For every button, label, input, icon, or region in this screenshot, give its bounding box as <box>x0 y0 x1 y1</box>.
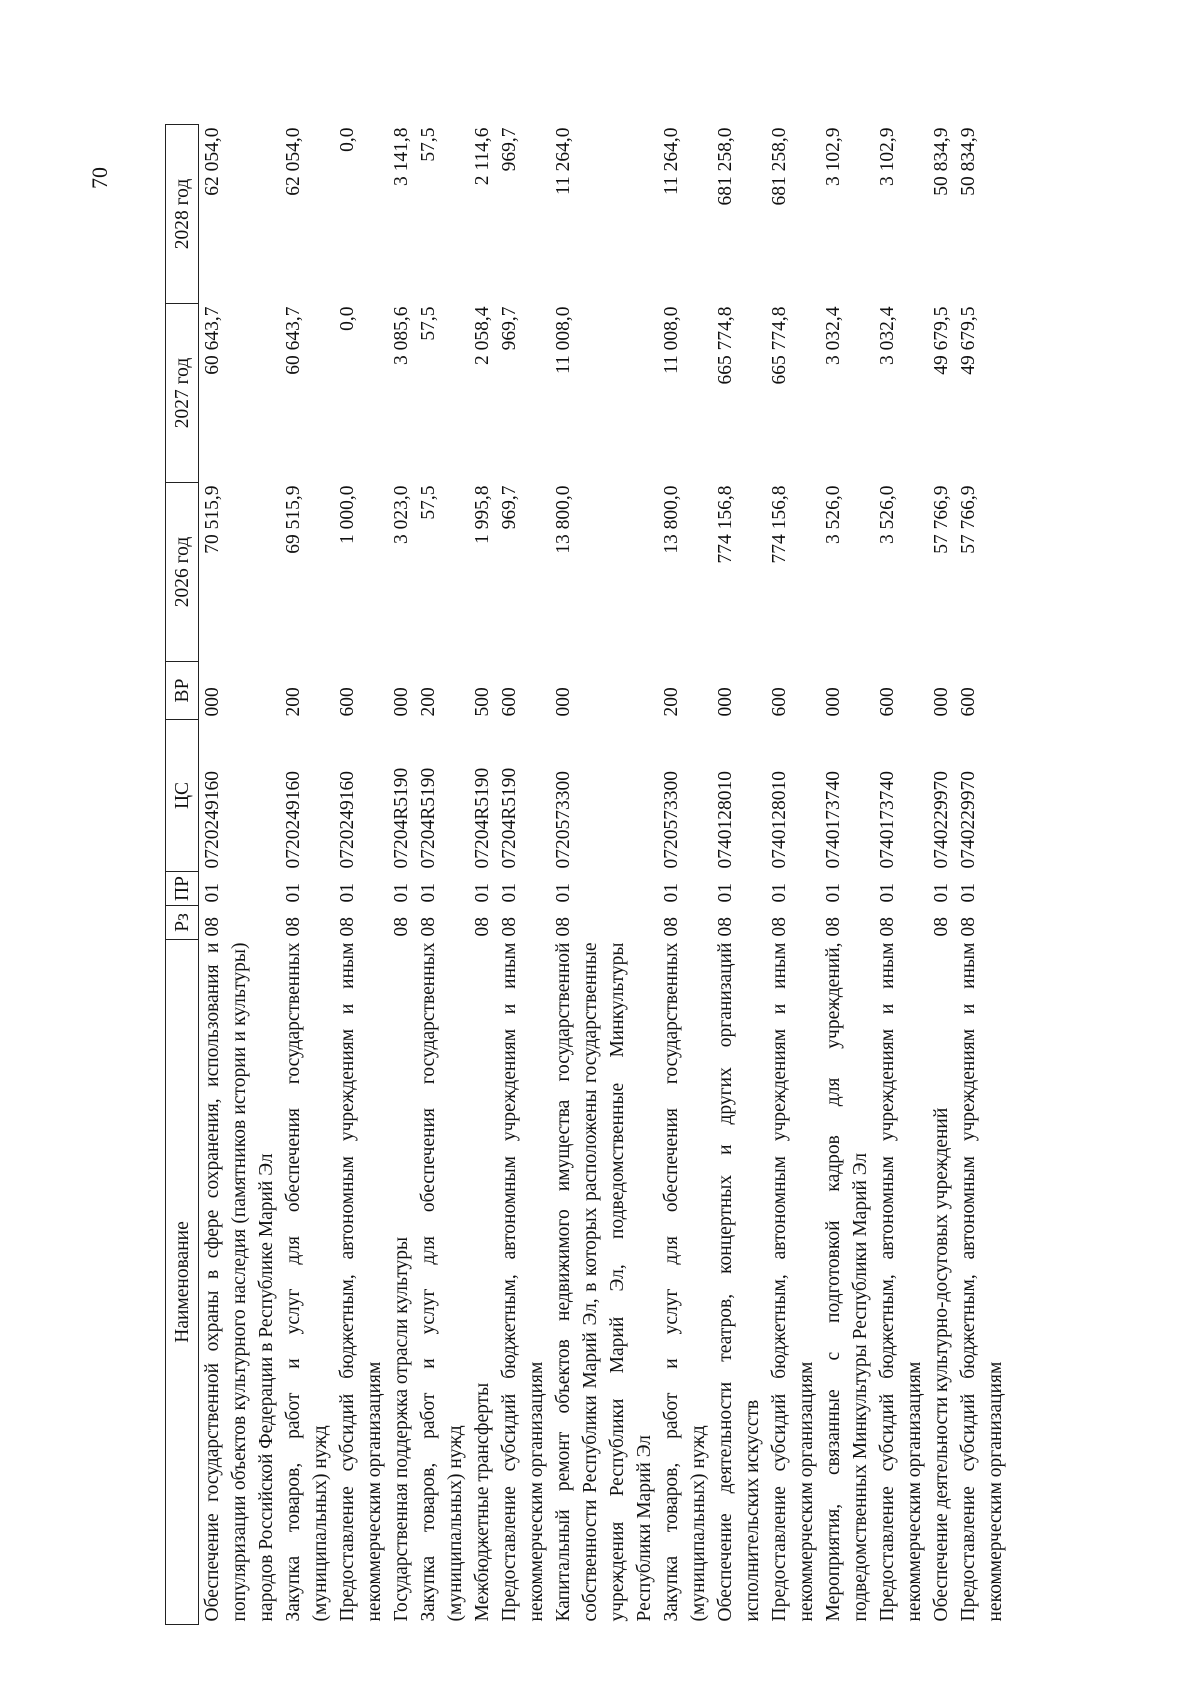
row-rz: 08 <box>823 917 844 937</box>
row-2027: 3 032,4 <box>823 306 844 365</box>
row-2028: 62 054,0 <box>283 127 304 196</box>
row-pr: 01 <box>202 883 223 903</box>
table-body <box>199 125 1010 1625</box>
table-row <box>955 125 1009 1625</box>
row-name: Предоставление субсидий бюджетным, автономным учреждениям и иным некоммерческим организациям <box>769 942 817 1622</box>
row-name: Предоставление субсидий бюджетным, автономным учреждениям и иным некоммерческим организациям <box>499 942 547 1622</box>
row-cs: 0720573300 <box>661 771 682 869</box>
table-row <box>712 125 766 1625</box>
row-pr: 01 <box>769 883 790 903</box>
row-2028: 50 834,9 <box>958 127 979 196</box>
row-cs: 0720249160 <box>202 771 223 869</box>
row-2028: 3 102,9 <box>823 127 844 186</box>
row-rz: 08 <box>472 917 493 937</box>
table-row <box>874 125 928 1625</box>
row-name: Предоставление субсидий бюджетным, автономным учреждениям и иным некоммерческим организациям <box>958 942 1006 1622</box>
row-2026: 3 526,0 <box>823 485 844 544</box>
row-2026: 1 000,0 <box>337 485 358 544</box>
row-2028: 57,5 <box>418 127 439 162</box>
row-2027: 0,0 <box>337 306 358 331</box>
table-row <box>550 125 658 1625</box>
row-vr: 200 <box>418 687 439 717</box>
row-vr: 000 <box>823 687 844 717</box>
row-rz: 08 <box>877 917 898 937</box>
row-2028: 3 102,9 <box>877 127 898 186</box>
row-pr: 01 <box>472 883 493 903</box>
row-2026: 774 156,8 <box>715 485 736 564</box>
row-name: Обеспечение деятельности культурно-досуговых учреждений <box>931 1107 952 1622</box>
row-name: Закупка товаров, работ и услуг для обеспечения государственных (муниципальных) нужд <box>418 942 466 1622</box>
row-cs: 0740229970 <box>958 771 979 869</box>
table-row <box>280 125 334 1625</box>
row-2026: 57,5 <box>418 485 439 520</box>
table-row <box>388 125 415 1625</box>
row-2028: 0,0 <box>337 127 358 152</box>
row-name: Закупка товаров, работ и услуг для обеспечения государственных (муниципальных) нужд <box>283 942 331 1622</box>
row-vr: 000 <box>715 687 736 717</box>
row-vr: 000 <box>931 687 952 717</box>
row-name: Закупка товаров, работ и услуг для обеспечения государственных (муниципальных) нужд <box>661 942 709 1622</box>
row-2026: 3 023,0 <box>391 485 412 544</box>
row-vr: 000 <box>202 687 223 717</box>
header-rz: Рз <box>166 906 199 940</box>
row-vr: 500 <box>472 687 493 717</box>
row-2026: 13 800,0 <box>661 485 682 554</box>
row-pr: 01 <box>958 883 979 903</box>
row-rz: 08 <box>283 917 304 937</box>
row-2028: 2 114,6 <box>472 127 493 186</box>
row-2028: 11 264,0 <box>661 127 682 196</box>
row-name: Предоставление субсидий бюджетным, автономным учреждениям и иным некоммерческим организациям <box>877 942 925 1622</box>
table-row <box>820 125 874 1625</box>
header-name: Наименование <box>166 940 199 1625</box>
row-2027: 57,5 <box>418 306 439 341</box>
row-name: Обеспечение деятельности театров, концертных и других организаций исполнительских искусств <box>715 942 763 1622</box>
row-vr: 600 <box>499 687 520 717</box>
row-vr: 200 <box>283 687 304 717</box>
row-pr: 01 <box>499 883 520 903</box>
row-2027: 2 058,4 <box>472 306 493 365</box>
row-2028: 11 264,0 <box>553 127 574 196</box>
row-cs: 0720573300 <box>553 771 574 869</box>
row-pr: 01 <box>715 883 736 903</box>
row-pr: 01 <box>391 883 412 903</box>
row-2028: 969,7 <box>499 127 520 172</box>
row-2026: 3 526,0 <box>877 485 898 544</box>
row-2028: 3 141,8 <box>391 127 412 186</box>
row-rz: 08 <box>661 917 682 937</box>
table-row <box>658 125 712 1625</box>
row-rz: 08 <box>553 917 574 937</box>
row-2026: 774 156,8 <box>769 485 790 564</box>
row-2027: 665 774,8 <box>715 306 736 385</box>
row-2028: 50 834,9 <box>931 127 952 196</box>
row-2026: 13 800,0 <box>553 485 574 554</box>
table-row <box>496 125 550 1625</box>
row-2027: 11 008,0 <box>553 306 574 375</box>
header-pr: ПР <box>166 872 199 906</box>
row-rz: 08 <box>418 917 439 937</box>
table-row <box>199 125 281 1625</box>
row-2027: 11 008,0 <box>661 306 682 375</box>
row-name: Предоставление субсидий бюджетным, автономным учреждениям и иным некоммерческим организациям <box>337 942 385 1622</box>
table-header-row <box>166 125 199 1625</box>
row-rz: 08 <box>931 917 952 937</box>
row-cs: 07204R5190 <box>391 767 412 869</box>
row-rz: 08 <box>391 917 412 937</box>
header-2026: 2026 год <box>166 483 199 662</box>
row-name: Мероприятия, связанные с подготовкой кадров для учреждений, подведомственных Минкультуры Республики Марий Эл <box>823 942 871 1622</box>
rotated-page <box>87 125 1045 1625</box>
row-rz: 08 <box>202 917 223 937</box>
row-2028: 681 258,0 <box>769 127 790 206</box>
page-number: 70 <box>87 167 112 189</box>
row-cs: 0740229970 <box>931 771 952 869</box>
row-cs: 0740173740 <box>823 771 844 869</box>
row-pr: 01 <box>553 883 574 903</box>
row-vr: 600 <box>958 687 979 717</box>
row-cs: 0740173740 <box>877 771 898 869</box>
table-row <box>766 125 820 1625</box>
row-2027: 3 085,6 <box>391 306 412 365</box>
row-2026: 969,7 <box>499 485 520 530</box>
row-cs: 0740128010 <box>769 771 790 869</box>
row-2028: 681 258,0 <box>715 127 736 206</box>
row-vr: 600 <box>337 687 358 717</box>
row-rz: 08 <box>958 917 979 937</box>
row-rz: 08 <box>715 917 736 937</box>
row-pr: 01 <box>823 883 844 903</box>
table-row <box>415 125 469 1625</box>
row-pr: 01 <box>418 883 439 903</box>
row-2028: 62 054,0 <box>202 127 223 196</box>
row-2027: 60 643,7 <box>202 306 223 375</box>
row-2027: 969,7 <box>499 306 520 351</box>
row-name: Капитальный ремонт объектов недвижимого имущества государственной собственности Республики Марий Эл, в которых расположены государственные учреждения Республики Марий Эл, подведомственные Минкультуры Республики Марий Эл <box>553 942 655 1622</box>
row-pr: 01 <box>877 883 898 903</box>
row-pr: 01 <box>931 883 952 903</box>
table-row <box>928 125 955 1625</box>
row-vr: 000 <box>391 687 412 717</box>
row-rz: 08 <box>769 917 790 937</box>
row-pr: 01 <box>283 883 304 903</box>
row-cs: 07204R5190 <box>418 767 439 869</box>
row-rz: 08 <box>499 917 520 937</box>
row-pr: 01 <box>337 883 358 903</box>
row-2027: 3 032,4 <box>877 306 898 365</box>
budget-table <box>165 124 1009 1625</box>
row-2026: 69 515,9 <box>283 485 304 554</box>
header-cs: ЦС <box>166 720 199 872</box>
row-vr: 200 <box>661 687 682 717</box>
row-vr: 600 <box>769 687 790 717</box>
row-vr: 600 <box>877 687 898 717</box>
header-vr: ВР <box>166 662 199 720</box>
header-2027: 2027 год <box>166 304 199 483</box>
row-2026: 70 515,9 <box>202 485 223 554</box>
row-cs: 07204R5190 <box>499 767 520 869</box>
row-name: Государственная поддержка отрасли культуры <box>391 1236 412 1622</box>
table-row <box>334 125 388 1625</box>
row-cs: 0740128010 <box>715 771 736 869</box>
row-vr: 000 <box>553 687 574 717</box>
row-2026: 57 766,9 <box>931 485 952 554</box>
row-2026: 57 766,9 <box>958 485 979 554</box>
row-rz: 08 <box>337 917 358 937</box>
row-name: Обеспечение государственной охраны в сфере сохранения, использования и популяризации объектов культурного наследия (памятников истории и культуры) народов Российской Федерации в Республике Марий Эл <box>202 942 277 1622</box>
header-2028: 2028 год <box>166 125 199 304</box>
row-2026: 1 995,8 <box>472 485 493 544</box>
row-2027: 665 774,8 <box>769 306 790 385</box>
row-pr: 01 <box>661 883 682 903</box>
row-2027: 60 643,7 <box>283 306 304 375</box>
row-name: Межбюджетные трансферты <box>472 1382 493 1622</box>
table-row <box>469 125 496 1625</box>
row-cs: 07204R5190 <box>472 767 493 869</box>
row-2027: 49 679,5 <box>931 306 952 375</box>
row-cs: 0720249160 <box>337 771 358 869</box>
row-cs: 0720249160 <box>283 771 304 869</box>
row-2027: 49 679,5 <box>958 306 979 375</box>
